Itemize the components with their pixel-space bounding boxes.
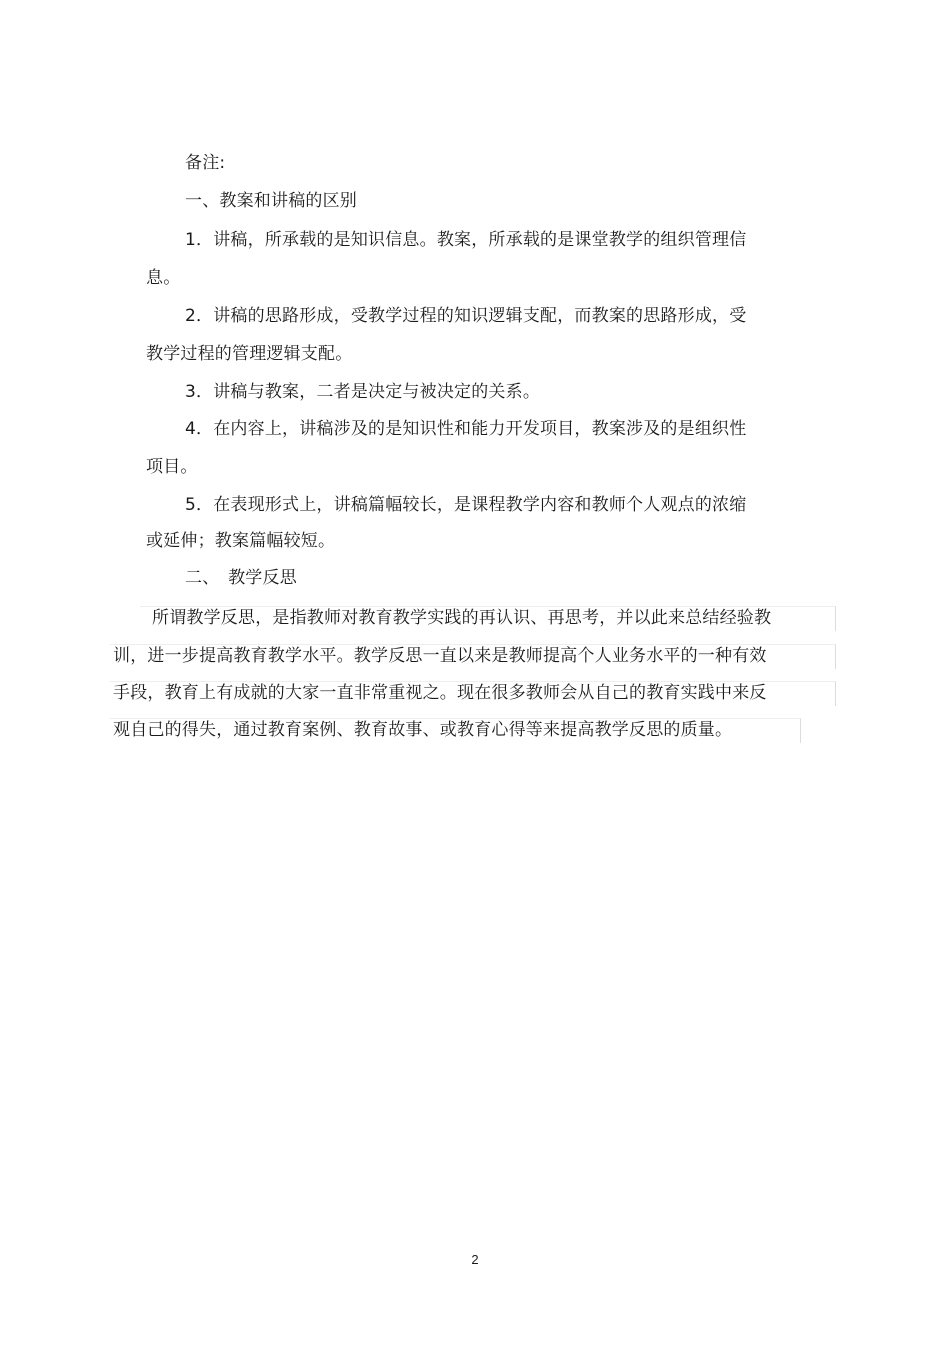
reflection-line-2: 训，进一步提高教育教学水平。教学反思一直以来是教师提高个人业务水平的一种有效 — [113, 646, 767, 666]
section-title-1: 一、教案和讲稿的区别 — [185, 191, 357, 211]
item-1-line-1: 1．讲稿，所承载的是知识信息。教案，所承载的是课堂教学的组织管理信 — [185, 230, 747, 250]
section-title-2: 二、 教学反思 — [185, 568, 297, 588]
item-5-line-2: 或延伸；教案篇幅较短。 — [146, 531, 336, 551]
item-2-line-1: 2．讲稿的思路形成，受教学过程的知识逻辑支配，而教案的思路形成，受 — [185, 306, 747, 326]
item-5-line-1: 5．在表现形式上，讲稿篇幅较长，是课程教学内容和教师个人观点的浓缩 — [185, 495, 747, 515]
item-3-line-1: 3．讲稿与教案，二者是决定与被决定的关系。 — [185, 382, 541, 402]
notes-heading: 备注: — [185, 153, 226, 173]
reflection-line-3: 手段，教育上有成就的大家一直非常重视之。现在很多教师会从自己的教育实践中来反 — [113, 683, 767, 703]
item-1-line-2: 息。 — [146, 268, 181, 288]
item-4-line-2: 项目。 — [146, 457, 198, 477]
reflection-line-4: 观自己的得失，通过教育案例、教育故事、或教育心得等来提高教学反思的质量。 — [113, 720, 733, 740]
item-4-line-1: 4．在内容上，讲稿涉及的是知识性和能力开发项目，教案涉及的是组织性 — [185, 419, 747, 439]
page-number: 2 — [471, 1252, 479, 1267]
reflection-line-1: 所谓教学反思，是指教师对教育教学实践的再认识、再思考，并以此来总结经验教 — [152, 608, 772, 628]
item-2-line-2: 教学过程的管理逻辑支配。 — [146, 344, 353, 364]
